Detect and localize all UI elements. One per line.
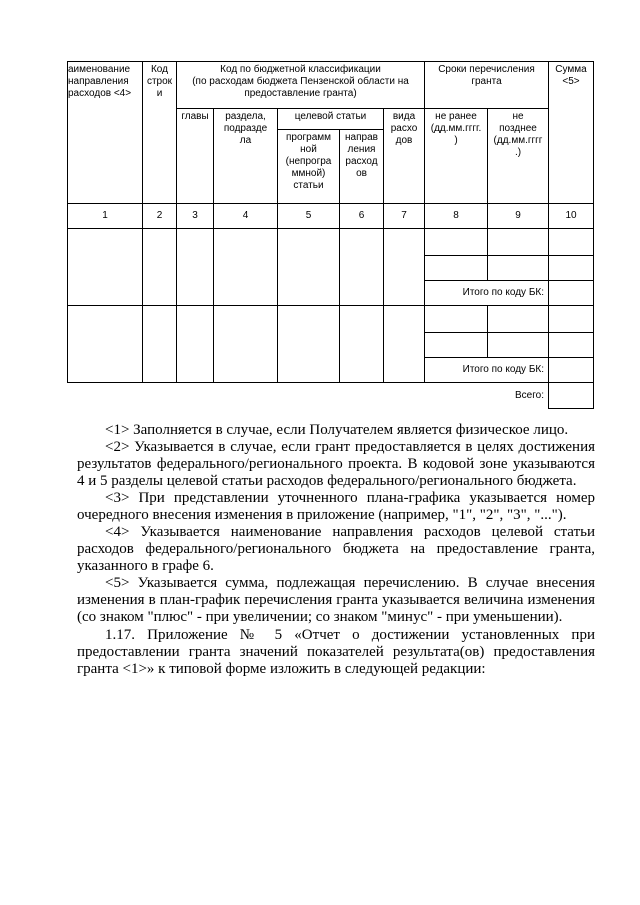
grand-total-row: [68, 383, 594, 409]
table-cell: [425, 333, 488, 358]
table-cell: [214, 306, 278, 383]
table-row: [68, 306, 594, 333]
table-cell: [425, 256, 488, 281]
total-by-bk-value: [549, 358, 594, 383]
header-section: раздела, подразде ла: [214, 109, 278, 204]
table-cell: [549, 333, 594, 358]
footnote-4: <4> Указывается наименование направления расходов целевой статьи расходов федерального/регионального бюджета на предоставление гранта, указанного в графе 6.: [77, 524, 595, 574]
total-by-bk-label: Итого по коду БК:: [425, 281, 549, 306]
table-cell: [384, 306, 425, 383]
header-not-earlier: не ранее (дд.мм.гггг. ): [425, 109, 488, 204]
table-cell: [488, 229, 549, 256]
table-cell: [549, 306, 594, 333]
column-number: 10: [549, 204, 594, 229]
column-number: 5: [278, 204, 340, 229]
header-transfer-terms: Сроки перечисления гранта: [425, 62, 549, 109]
table-cell: [425, 306, 488, 333]
table-cell: [425, 229, 488, 256]
table-cell: [384, 229, 425, 306]
table-cell: [68, 306, 143, 383]
table-cell: [340, 229, 384, 306]
table-cell: [549, 256, 594, 281]
table-cell: [214, 229, 278, 306]
footnote-3: <3> При представлении уточненного плана-графика указывается номер очередного внесения изменения в приложение (например, "1", "2", "3", "...").: [77, 490, 595, 523]
header-line-code: Код строк и: [143, 62, 177, 204]
column-number: 3: [177, 204, 214, 229]
header-target-article: целевой статьи: [278, 109, 384, 130]
header-budget-classification: Код по бюджетной классификации (по расходам бюджета Пензенской области на предоставление гранта): [177, 62, 425, 109]
table-cell: [177, 229, 214, 306]
header-chapter: главы: [177, 109, 214, 204]
table-cell: [488, 333, 549, 358]
footnote-5: <5> Указывается сумма, подлежащая перечислению. В случае внесения изменения в план-график перечисления гранта указывается величина изменения (со знаком "плюс" - при увеличении; со знаком "минус" - при уменьшении).: [77, 575, 595, 625]
column-number: 2: [143, 204, 177, 229]
header-expense-destination: направ ления расход ов: [340, 130, 384, 204]
column-number: 6: [340, 204, 384, 229]
table-cell: [177, 306, 214, 383]
column-number: 9: [488, 204, 549, 229]
grand-total-label: Всего:: [425, 383, 549, 409]
table-cell: [549, 229, 594, 256]
total-by-bk-label: Итого по коду БК:: [425, 358, 549, 383]
column-number: 4: [214, 204, 278, 229]
table-cell: [340, 306, 384, 383]
table-cell: [143, 229, 177, 306]
table-cell: [488, 306, 549, 333]
table-cell: [278, 229, 340, 306]
grand-total-value: [549, 383, 594, 409]
table-cell: [488, 256, 549, 281]
table-cell: [278, 306, 340, 383]
table-cell: [68, 229, 143, 306]
footnote-1: <1> Заполняется в случае, если Получателем является физическое лицо.: [105, 422, 569, 438]
header-expense-type: вида расхо дов: [384, 109, 425, 204]
total-by-bk-value: [549, 281, 594, 306]
amendment-paragraph: 1.17. Приложение № 5 «Отчет о достижении установленных при предоставлении гранта значений показателей результата(ов) предоставления гранта <1>» к типовой форме изложить в следующей редакции:: [77, 627, 595, 677]
table-cell: [143, 306, 177, 383]
footnote-2: <2> Указывается в случае, если грант предоставляется в целях достижения результатов федерального/регионального проекта. В кодовой зоне указываются 4 и 5 разделы целевой статьи расходов федерального/регионального бюджета.: [77, 439, 595, 489]
transfer-schedule-table: [67, 61, 594, 409]
header-not-later: не позднее (дд.мм.гггг .): [488, 109, 549, 204]
column-number: 1: [68, 204, 143, 229]
column-number: 8: [425, 204, 488, 229]
column-number: 7: [384, 204, 425, 229]
header-program-article: программ ной (непрогра ммной) статьи: [278, 130, 340, 204]
footnotes: [77, 422, 595, 678]
table-row: [68, 229, 594, 256]
header-sum: Сумма <5>: [549, 62, 594, 204]
header-direction: аименование направления расходов <4>: [68, 62, 143, 204]
